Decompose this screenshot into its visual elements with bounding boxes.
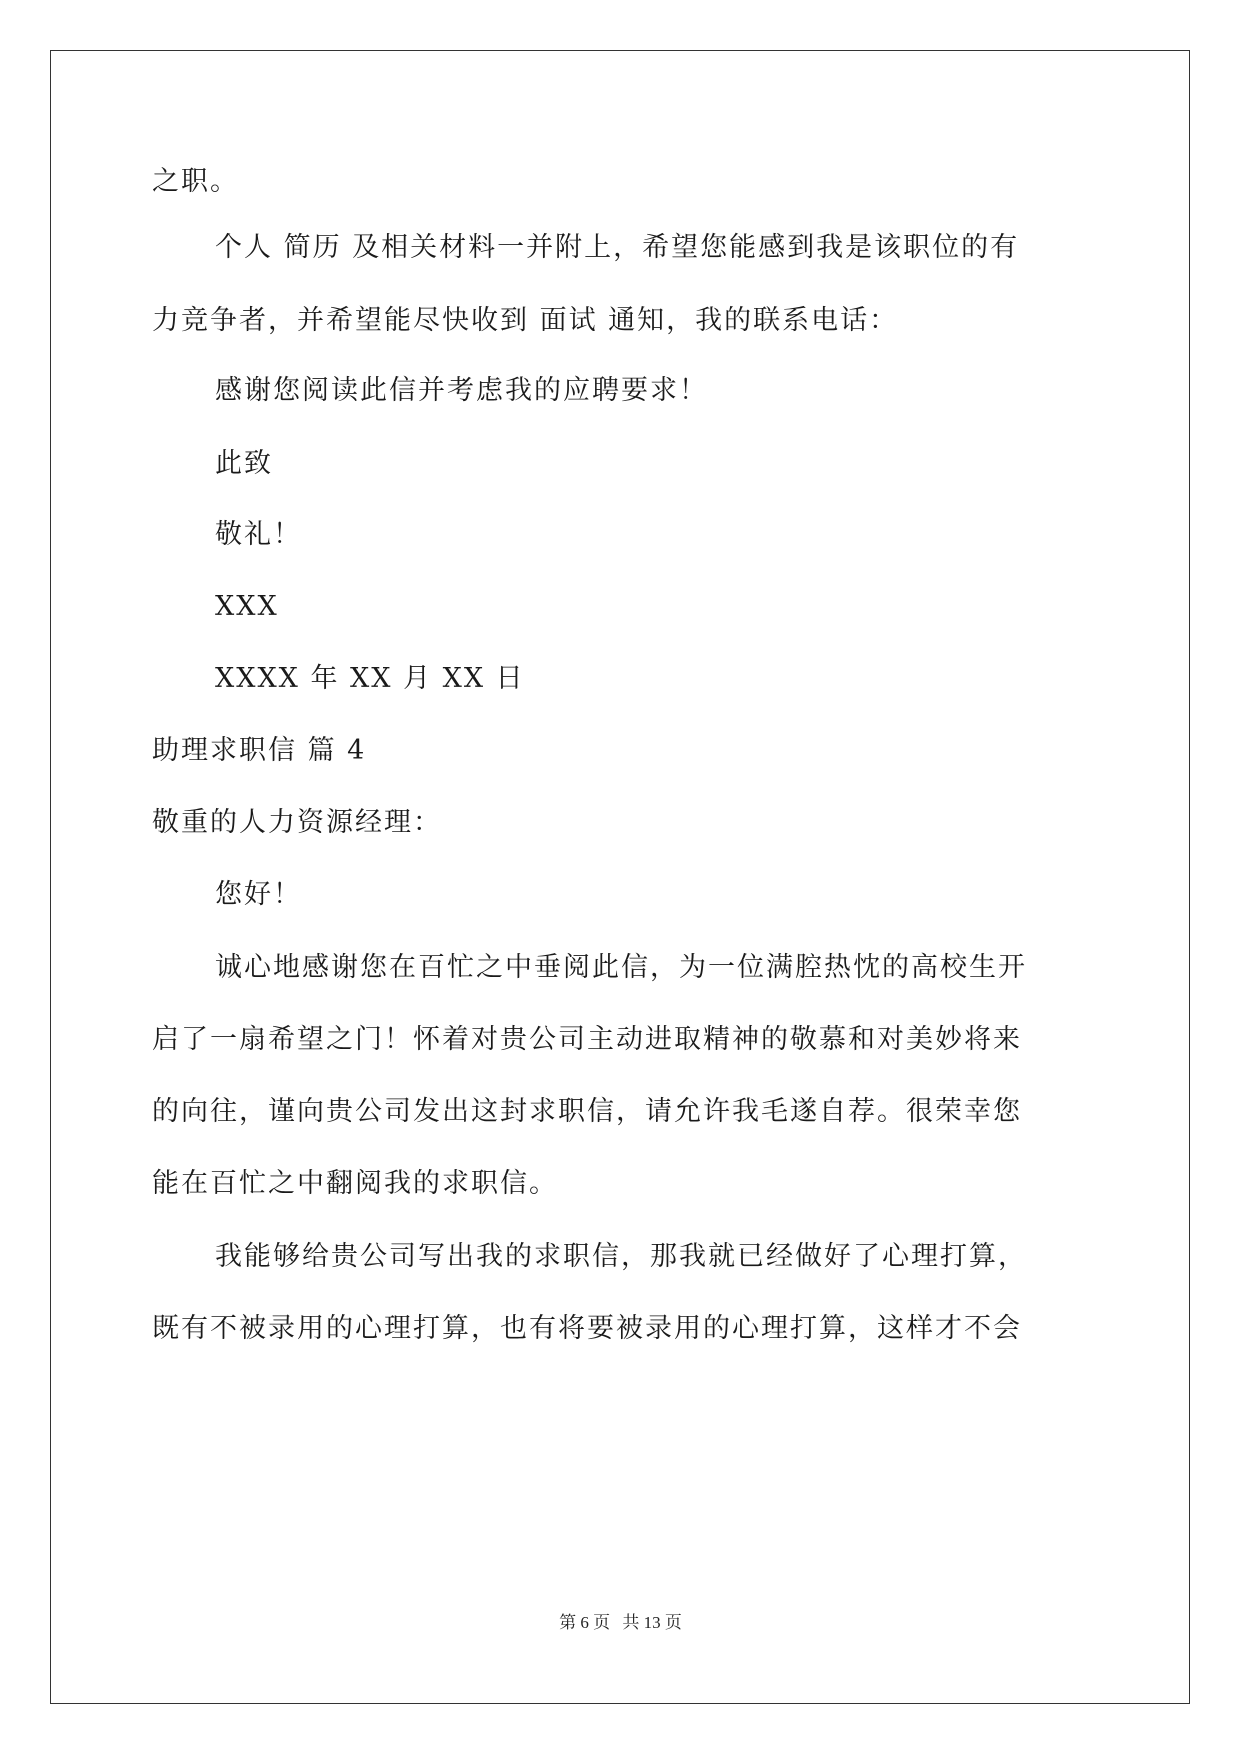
text-line: 之职。 [152, 166, 239, 197]
paragraph-line: 个人 简历 及相关材料一并附上，希望您能感到我是该职位的有 [215, 232, 1020, 263]
signature-date: XXXX 年 XX 月 XX 日 [215, 663, 525, 694]
closing-regards: 敬礼！ [215, 519, 302, 550]
greeting: 您好！ [215, 879, 302, 910]
page-border [50, 50, 1190, 1704]
paragraph-line: 我能够给贵公司写出我的求职信，那我就已经做好了心理打算， [215, 1241, 1027, 1272]
salutation: 敬重的人力资源经理： [152, 807, 442, 838]
text-line: 能在百忙之中翻阅我的求职信。 [152, 1168, 558, 1199]
closing-salutation: 此致 [215, 448, 273, 479]
text-line: 的向往，谨向贵公司发出这封求职信，请允许我毛遂自荐。很荣幸您 [152, 1096, 1022, 1127]
page-total: 共 13 页 [622, 1613, 682, 1632]
paragraph-line: 感谢您阅读此信并考虑我的应聘要求！ [215, 375, 708, 406]
text-line: 启了一扇希望之门！怀着对贵公司主动进取精神的敬慕和对美妙将来 [152, 1024, 1022, 1055]
text-line: 力竞争者，并希望能尽快收到 面试 通知，我的联系电话： [152, 305, 899, 336]
page-number: 第 6 页 [559, 1613, 611, 1632]
signature-name: XXX [215, 591, 279, 622]
paragraph-line: 诚心地感谢您在百忙之中垂阅此信，为一位满腔热忱的高校生开 [215, 952, 1027, 983]
page-footer [0, 1608, 1241, 1633]
text-line: 既有不被录用的心理打算，也有将要被录用的心理打算，这样才不会 [152, 1313, 1022, 1344]
section-heading: 助理求职信 篇 4 [152, 735, 367, 766]
